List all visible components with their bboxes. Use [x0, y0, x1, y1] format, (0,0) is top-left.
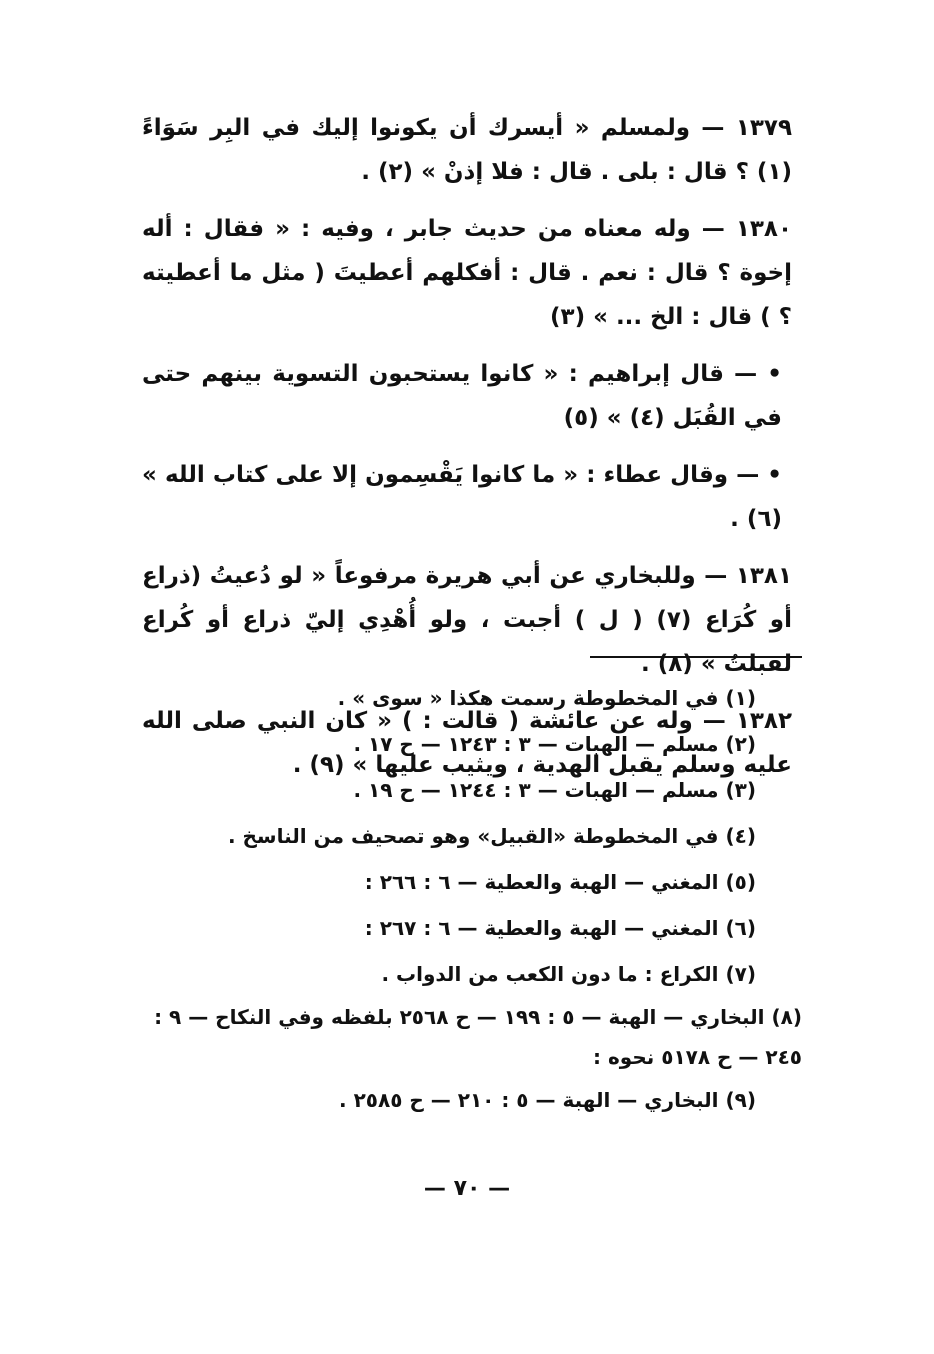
note-ibrahim: • — قال إبراهيم : « كانوا يستحبون التسوية بينهم حتى في القُبَل (٤) » (٥) [142, 361, 782, 431]
footnote-5: (٥) المغني — الهبة والعطية — ٦ : ٢٦٦ : [364, 870, 756, 894]
hadith-1381: ١٣٨١ — وللبخاري عن أبي هريرة مرفوعاً « لو دُعيتُ (ذراع أو كُرَاع (٧) ( ل ) أجبت ، ولو أُهْدِي إليّ ذراع أو كُراع لقبلتُ » (٨) . [142, 563, 792, 677]
note-ata: • — وقال عطاء : « ما كانوا يَقْسِمون إلا على كتاب الله » (٦) . [142, 462, 782, 532]
hadith-1379: ١٣٧٩ — ولمسلم « أيسرك أن يكونوا إليك في البِر سَوَاءً (١) ؟ قال : بلى . قال : فلا إذنْ » (٢) . [142, 115, 792, 185]
footnote-3: (٣) مسلم — الهبات — ٣ : ١٢٤٤ — ح ١٩ . [353, 778, 756, 802]
footnotes [142, 675, 802, 1123]
footnote-6: (٦) المغني — الهبة والعطية — ٦ : ٢٦٧ : [364, 916, 756, 940]
footnote-8: (٨) البخاري — الهبة — ٥ : ١٩٩ — ح ٢٥٦٨ بلفظه وفي النكاح — ٩ : ٢٤٥ — ح ٥١٧٨ نحوه : [154, 1005, 802, 1069]
page-number: — ٧٠ — [423, 1176, 511, 1201]
footnote-2: (٢) مسلم — الهبات — ٣ : ١٢٤٣ — ح ١٧ . [353, 732, 756, 756]
hadith-1380: ١٣٨٠ — وله معناه من حديث جابر ، وفيه : « فقال : أله إخوة ؟ قال : نعم . قال : أفكلهم أعطيتَ ( مثل ما أعطيته ؟ ) قال : الخ ... » (٣) [142, 216, 792, 330]
footnote-separator [590, 656, 802, 658]
footnote-9: (٩) البخاري — الهبة — ٥ : ٢١٠ — ح ٢٥٨٥ . [339, 1088, 756, 1112]
footnote-1: (١) في المخطوطة رسمت هكذا « سوى » . [337, 686, 756, 710]
footnote-4: (٤) في المخطوطة «القبيل» وهو تصحيف من الناسخ . [227, 824, 756, 848]
hadith-1382: ١٣٨٢ — وله عن عائشة ( قالت : ) « كان النبي صلى الله عليه وسلم يقبل الهدية ، ويثيب عليها » (٩) . [142, 708, 792, 778]
footnote-7: (٧) الكراع : ما دون الكعب من الدواب . [381, 962, 756, 986]
